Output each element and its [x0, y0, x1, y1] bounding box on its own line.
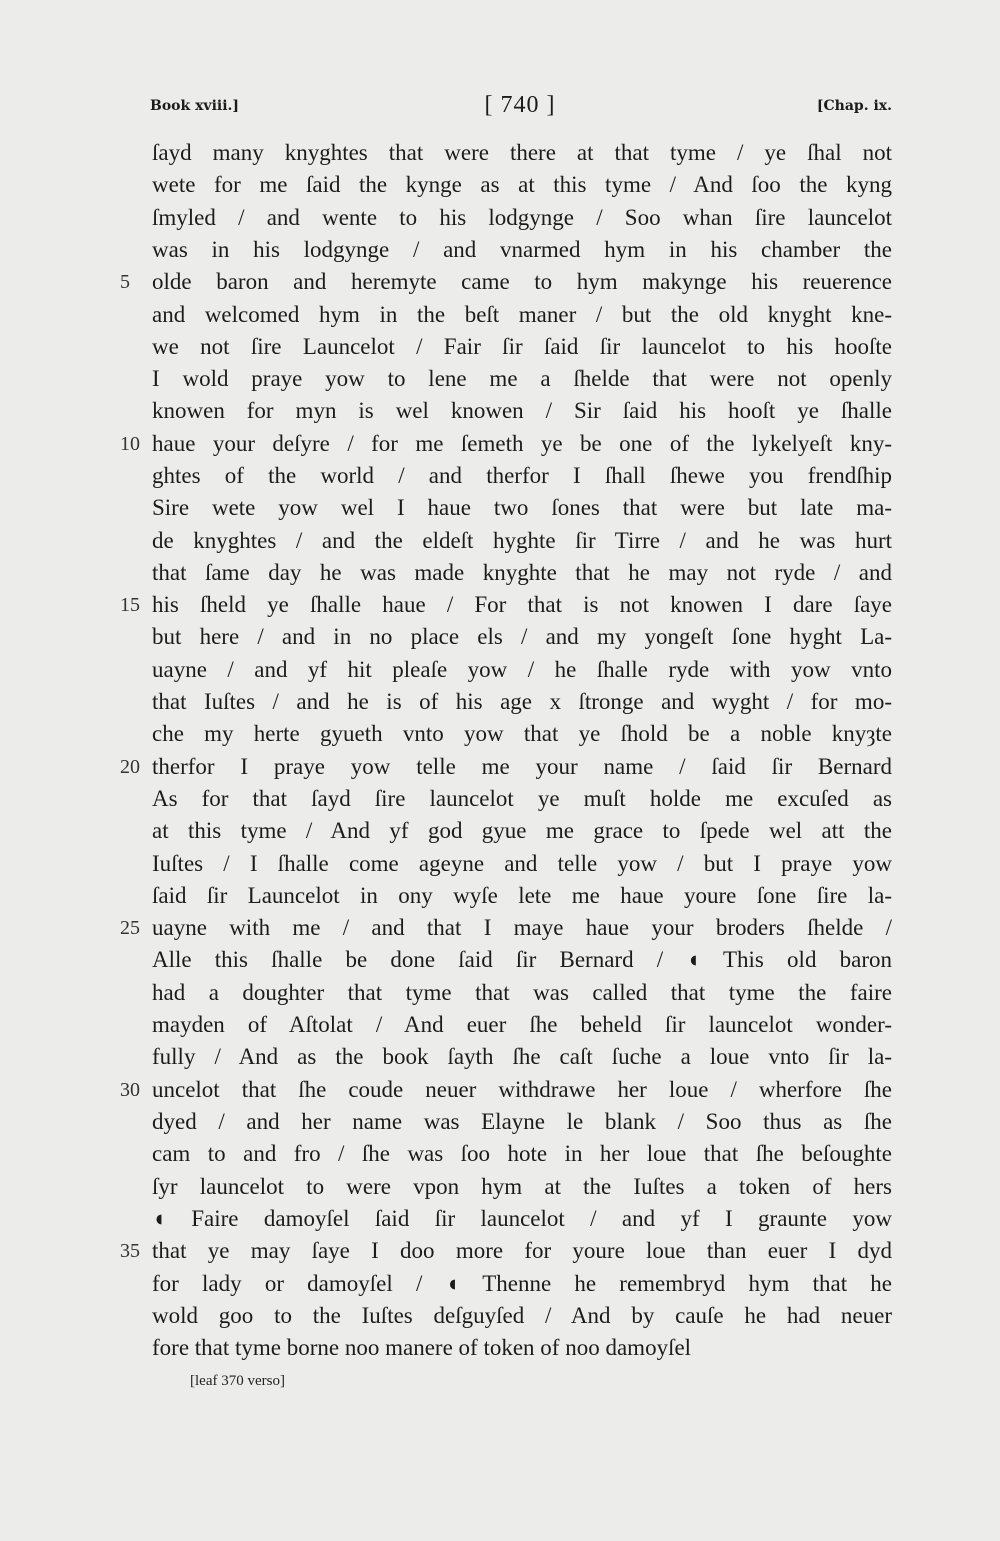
text-line: I wold praye yow to lene me a ſhelde that were not openly: [152, 366, 892, 391]
text-line: wold goo to the Iuſtes deſguyſed / And by cauſe he had neuer: [152, 1303, 892, 1328]
text-line: uayne with me / and that I maye haue your broders ſhelde /: [152, 915, 892, 940]
text-line: for lady or damoyſel / ◖ Thenne he remembryd hym that he: [152, 1271, 892, 1296]
text-line: uncelot that ſhe coude neuer withdrawe her loue / wherfore ſhe: [152, 1077, 892, 1102]
text-line: was in his lodgynge / and vnarmed hym in his chamber the: [152, 237, 892, 262]
text-line: mayden of Aſtolat / And euer ſhe beheld ſir launcelot wonder-: [152, 1012, 892, 1037]
text-line: ſyr launcelot to were vpon hym at the Iuſtes a token of hers: [152, 1174, 892, 1199]
line-number: 10: [120, 433, 140, 455]
text-line: ſayd many knyghtes that were there at that tyme / ye ſhal not: [152, 140, 892, 165]
text-line: Iuſtes / I ſhalle come ageyne and telle yow / but I praye yow: [152, 851, 892, 876]
line-number: 25: [120, 917, 140, 939]
text-line: olde baron and heremyte came to hym makynge his reuerence: [152, 269, 892, 294]
text-line: that ſame day he was made knyghte that he may not ryde / and: [152, 560, 892, 585]
text-line: ghtes of the world / and therfor I ſhall ſhewe you frendſhip: [152, 463, 892, 488]
text-line: ◖ Faire damoyſel ſaid ſir launcelot / and yf I graunte yow: [152, 1206, 892, 1231]
text-line: and welcomed hym in the beſt maner / but the old knyght kne-: [152, 302, 892, 327]
page-number: [ 740 ]: [484, 92, 556, 118]
text-line: uayne / and yf hit pleaſe yow / he ſhalle ryde with yow vnto: [152, 657, 892, 682]
text-line: that Iuſtes / and he is of his age x ſtronge and wyght / for mo-: [152, 689, 892, 714]
chapter-label: [Chap. ix.: [816, 98, 892, 114]
text-line: haue your deſyre / for me ſemeth ye be one of the lykelyeſt kny-: [152, 431, 892, 456]
text-line: Sire wete yow wel I haue two ſones that were but late ma-: [152, 495, 892, 520]
text-line: fully / And as the book ſayth ſhe caſt ſuche a loue vnto ſir la-: [152, 1044, 892, 1069]
line-number: 20: [120, 756, 140, 778]
text-line: at this tyme / And yf god gyue me grace to ſpede wel att the: [152, 818, 892, 843]
text-line: therfor I praye yow telle me your name / ſaid ſir Bernard: [152, 754, 892, 779]
text-line: Alle this ſhalle be done ſaid ſir Bernard / ◖ This old baron: [152, 947, 892, 972]
text-line: fore that tyme borne noo manere of token of noo damoyſel: [152, 1335, 692, 1360]
text-line: that ye may ſaye I doo more for youre loue than euer I dyd: [152, 1238, 892, 1263]
text-line: dyed / and her name was Elayne le blank / Soo thus as ſhe: [152, 1109, 892, 1134]
text-line: his ſheld ye ſhalle haue / For that is not knowen I dare ſaye: [152, 592, 892, 617]
text-line: ſmyled / and wente to his lodgynge / Soo whan ſire launcelot: [152, 205, 892, 230]
line-number: 5: [120, 271, 130, 293]
text-line: As for that ſayd ſire launcelot ye muſt holde me excuſed as: [152, 786, 892, 811]
page-header: [150, 92, 892, 122]
text-line: but here / and in no place els / and my yongeſt ſone hyght La-: [152, 624, 892, 649]
leaf-note: [leaf 370 verso]: [190, 1373, 285, 1389]
line-number: 35: [120, 1240, 140, 1262]
text-line: de knyghtes / and the eldeſt hyghte ſir Tirre / and he was hurt: [152, 528, 892, 553]
line-number: 15: [120, 594, 140, 616]
text-line: knowen for myn is wel knowen / Sir ſaid his hooſt ye ſhalle: [152, 398, 892, 423]
text-line: we not ſire Launcelot / Fair ſir ſaid ſir launcelot to his hooſte: [152, 334, 892, 359]
line-number: 30: [120, 1079, 140, 1101]
text-line: ſaid ſir Launcelot in ony wyſe lete me haue youre ſone ſire la-: [152, 883, 892, 908]
text-line: cam to and fro / ſhe was ſoo hote in her loue that ſhe beſoughte: [152, 1141, 892, 1166]
text-line: wete for me ſaid the kynge as at this tyme / And ſoo the kyng: [152, 172, 892, 197]
text-line: had a doughter that tyme that was called that tyme the faire: [152, 980, 892, 1005]
text-line: che my herte gyueth vnto yow that ye ſhold be a noble knyȝte: [152, 721, 892, 746]
book-label: Book xviii.]: [150, 98, 240, 114]
